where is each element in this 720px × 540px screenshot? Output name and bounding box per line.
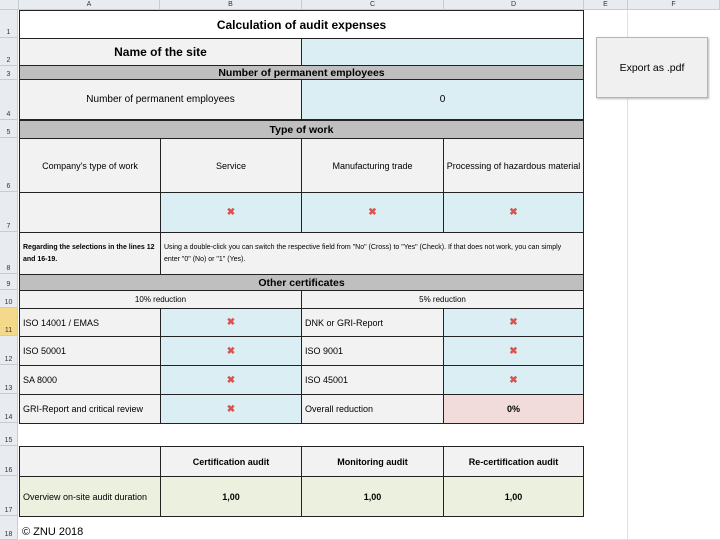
corner-cell[interactable] xyxy=(0,0,19,10)
row-header-13[interactable]: 13 xyxy=(0,365,18,394)
employees-label[interactable]: Number of permanent employees xyxy=(19,79,302,120)
row-header-12[interactable]: 12 xyxy=(0,336,18,365)
cert-label-sa8000[interactable]: SA 8000 xyxy=(19,365,161,395)
duration-recertification[interactable]: 1,00 xyxy=(443,476,584,517)
row-header-15[interactable]: 15 xyxy=(0,423,18,446)
audit-header-blank[interactable] xyxy=(19,446,161,477)
row-header-1[interactable]: 1 xyxy=(0,10,18,38)
cross-icon: ✖ xyxy=(226,345,236,357)
row-header-8[interactable]: 8 xyxy=(0,232,18,274)
site-name-label[interactable]: Name of the site xyxy=(19,38,302,66)
column-header-e[interactable]: E xyxy=(584,0,628,10)
cross-icon: ✖ xyxy=(368,207,377,218)
cross-icon: ✖ xyxy=(509,345,518,357)
note-label[interactable]: Regarding the selections in the lines 12 and 16-19. xyxy=(19,232,161,275)
row-header-18[interactable]: 18 xyxy=(0,516,18,540)
cross-icon: ✖ xyxy=(509,207,518,218)
row-header-14[interactable]: 14 xyxy=(0,394,18,423)
cert-toggle-iso50001[interactable] xyxy=(160,336,302,366)
column-header-a[interactable]: A xyxy=(19,0,160,10)
export-pdf-button[interactable]: Export as .pdf xyxy=(596,37,708,98)
row-header-16[interactable]: 16 xyxy=(0,446,18,476)
certificates-section-header: Other certificates xyxy=(19,274,584,291)
duration-certification[interactable]: 1,00 xyxy=(160,476,302,517)
column-header-c[interactable]: C xyxy=(302,0,444,10)
work-toggle-hazardous[interactable] xyxy=(443,192,584,233)
cert-toggle-sa8000[interactable] xyxy=(160,365,302,395)
cross-icon: ✖ xyxy=(226,317,236,328)
audit-header-monitoring[interactable]: Monitoring audit xyxy=(301,446,444,477)
row-header-4[interactable]: 4 xyxy=(0,80,18,120)
cross-icon: ✖ xyxy=(509,317,518,328)
employees-section-header: Number of permanent employees xyxy=(19,65,584,80)
work-mark-blank[interactable] xyxy=(19,192,161,233)
audit-header-recertification[interactable]: Re-certification audit xyxy=(443,446,584,477)
cert-label-dnk[interactable]: DNK or GRI-Report xyxy=(301,308,444,337)
row-header-3[interactable]: 3 xyxy=(0,66,18,80)
cross-icon: ✖ xyxy=(226,403,236,415)
note-text[interactable]: Using a double-click you can switch the respective field from "No" (Cross) to "Yes" (Check). If that does not work, you can simply enter "0" (No) or "1" (Yes). xyxy=(160,232,584,275)
cert-toggle-iso45001[interactable] xyxy=(443,365,584,395)
overall-reduction-value[interactable]: 0% xyxy=(443,394,584,424)
work-toggle-manufacturing[interactable] xyxy=(301,192,444,233)
row-header-11[interactable]: 11 xyxy=(0,308,18,336)
cert-label-iso9001[interactable]: ISO 9001 xyxy=(301,336,444,366)
duration-label[interactable]: Overview on-site audit duration xyxy=(19,476,161,517)
column-header-d[interactable]: D xyxy=(444,0,584,10)
row-header-17[interactable]: 17 xyxy=(0,476,18,516)
row-header-5[interactable]: 5 xyxy=(0,120,18,138)
column-header-f[interactable]: F xyxy=(628,0,720,10)
employees-input[interactable]: 0 xyxy=(301,79,584,120)
overall-reduction-label[interactable]: Overall reduction xyxy=(301,394,444,424)
row-header-9[interactable]: 9 xyxy=(0,274,18,290)
row-header-7[interactable]: 7 xyxy=(0,192,18,232)
cert-toggle-iso9001[interactable] xyxy=(443,336,584,366)
row-header-2[interactable]: 2 xyxy=(0,38,18,66)
cross-icon: ✖ xyxy=(509,374,518,386)
row-header-6[interactable]: 6 xyxy=(0,138,18,192)
column-header-b[interactable]: B xyxy=(160,0,302,10)
cert-toggle-dnk[interactable] xyxy=(443,308,584,337)
cross-icon: ✖ xyxy=(226,207,236,218)
reduction-5-header[interactable]: 5% reduction xyxy=(301,290,584,309)
audit-header-certification[interactable]: Certification audit xyxy=(160,446,302,477)
work-header-service[interactable]: Service xyxy=(160,138,302,193)
reduction-10-header[interactable]: 10% reduction xyxy=(19,290,302,309)
title-cell[interactable]: Calculation of audit expenses xyxy=(19,10,584,38)
cert-toggle-iso14001[interactable] xyxy=(160,308,302,337)
row-header-10[interactable]: 10 xyxy=(0,290,18,308)
cert-label-iso14001[interactable]: ISO 14001 / EMAS xyxy=(19,308,161,337)
cert-label-iso50001[interactable]: ISO 50001 xyxy=(19,336,161,366)
work-section-header: Type of work xyxy=(19,120,584,139)
cert-label-iso45001[interactable]: ISO 45001 xyxy=(301,365,444,395)
cert-label-gri[interactable]: GRI-Report and critical review xyxy=(19,394,161,424)
work-header-hazardous[interactable]: Processing of hazardous material xyxy=(443,138,584,193)
cross-icon: ✖ xyxy=(226,374,236,386)
cert-toggle-gri[interactable] xyxy=(160,394,302,424)
work-toggle-service[interactable] xyxy=(160,192,302,233)
work-header-manufacturing[interactable]: Manufacturing trade xyxy=(301,138,444,193)
duration-monitoring[interactable]: 1,00 xyxy=(301,476,444,517)
site-name-input[interactable] xyxy=(301,38,584,66)
copyright-footer: © ZNU 2018 xyxy=(22,526,84,538)
work-header-company[interactable]: Company's type of work xyxy=(19,138,161,193)
